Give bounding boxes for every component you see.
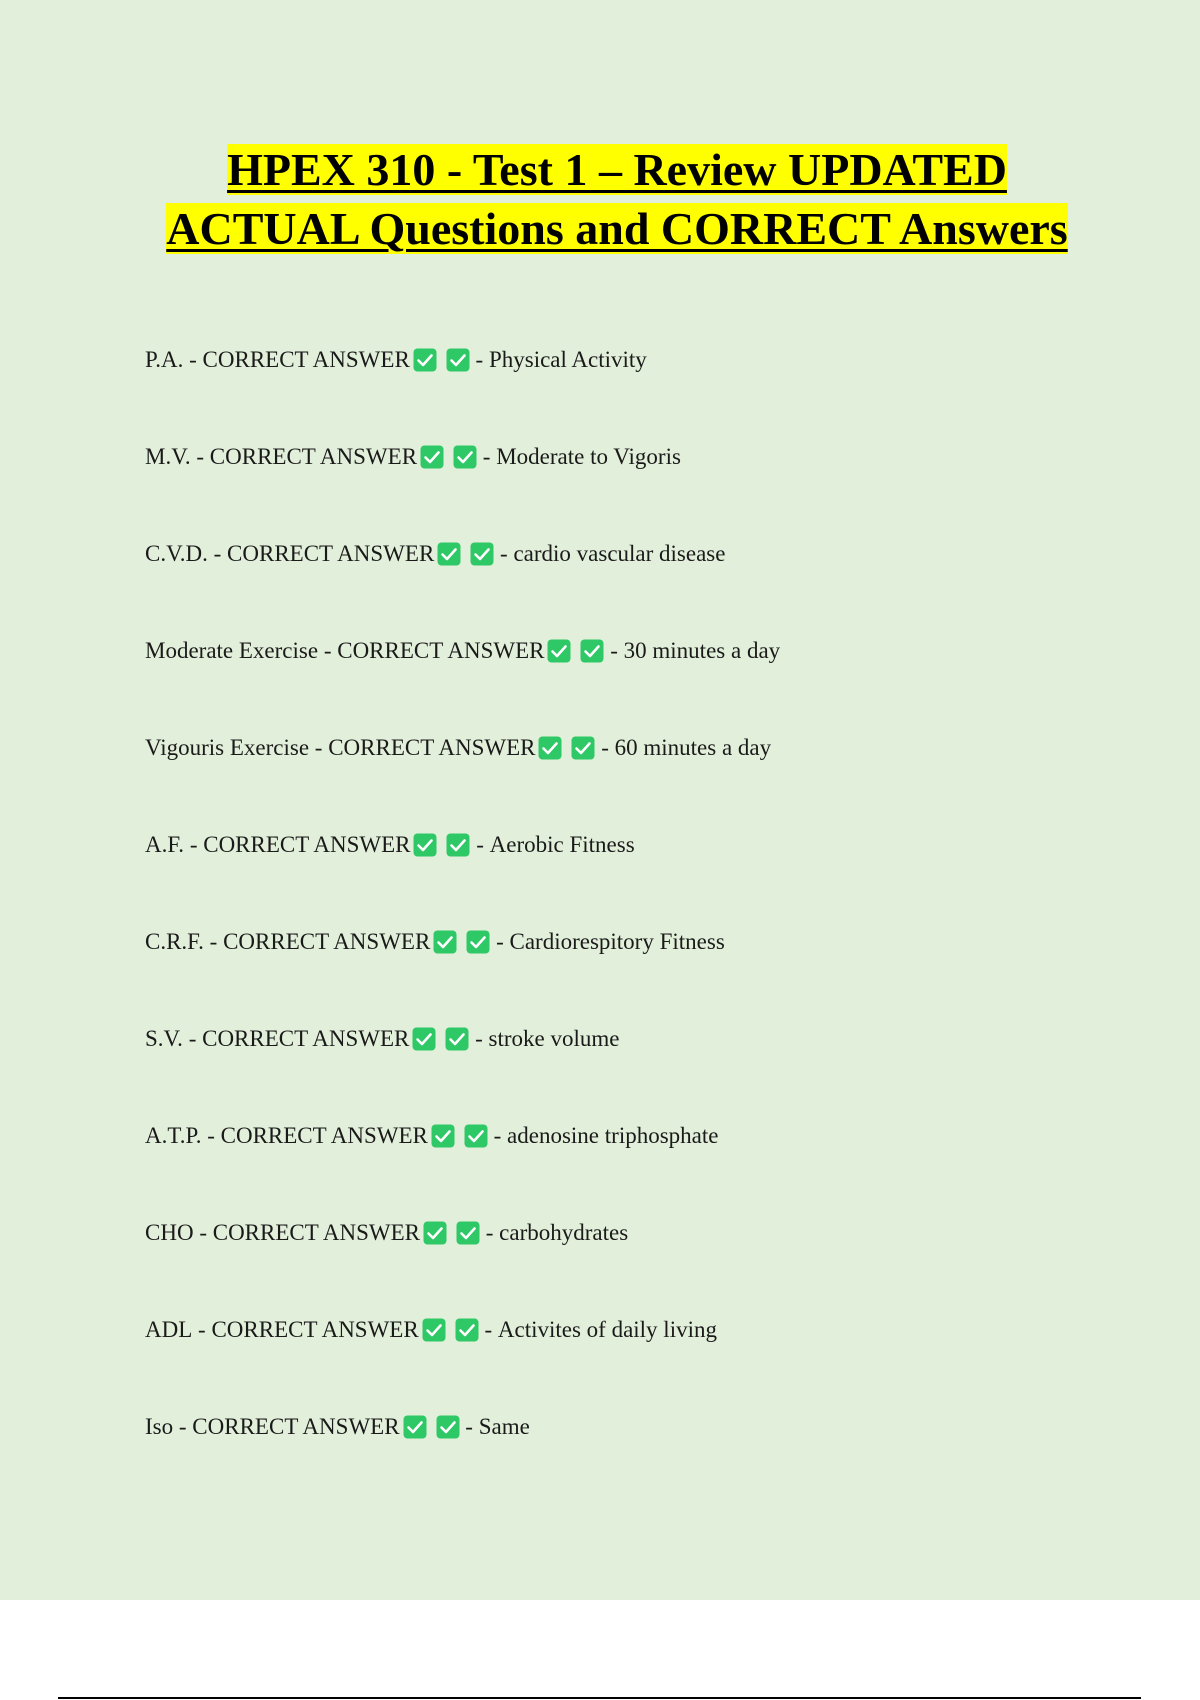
green-checkmark-icon [431,1124,455,1148]
green-checkmark-icon [423,1221,447,1245]
qa-item [145,344,780,441]
qa-term: ADL [145,1317,193,1342]
qa-list [145,344,780,1508]
qa-correct-label: CORRECT ANSWER [211,1317,419,1342]
green-checkmark-icon [464,1124,488,1148]
green-checkmark-icon [456,1221,480,1245]
qa-separator: - [192,1317,212,1342]
qa-correct-label: CORRECT ANSWER [328,735,536,760]
qa-separator: - [207,541,228,566]
qa-answer: Cardiorespitory Fitness [509,929,725,954]
qa-item [145,441,780,538]
qa-answer: Same [478,1414,530,1439]
qa-separator: - [318,638,338,663]
qa-separator: - [183,347,203,372]
qa-item [145,829,780,926]
qa-correct-label: CORRECT ANSWER [209,444,418,469]
qa-correct-label: CORRECT ANSWER [212,1220,420,1245]
qa-separator: - [595,735,615,760]
qa-separator: - [182,1026,203,1051]
green-checkmark-icon [413,833,437,857]
qa-item [145,635,780,732]
green-checkmark-icon [422,1318,446,1342]
qa-separator: - [604,638,624,663]
qa-separator: - [490,929,510,954]
qa-term: S.V. [145,1026,183,1051]
qa-separator: - [477,444,497,469]
qa-correct-label: CORRECT ANSWER [203,832,411,857]
page-title-text: HPEX 310 - Test 1 – Review UPDATED ACTUAL Questions and CORRECT Answers [166,144,1068,254]
green-checkmark-icon [403,1415,427,1439]
qa-answer: cardio vascular disease [513,541,726,566]
page-title [150,140,1084,258]
qa-term: M.V. [145,444,191,469]
qa-separator: - [479,1220,500,1245]
qa-separator: - [470,832,490,857]
qa-answer: Aerobic Fitness [489,832,635,857]
qa-term: A.F. [145,832,185,857]
qa-answer: stroke volume [488,1026,620,1051]
qa-item [145,1314,780,1411]
qa-item [145,732,780,829]
green-checkmark-icon [446,348,470,372]
qa-item [145,1411,780,1508]
qa-separator: - [203,929,224,954]
green-checkmark-icon [455,1318,479,1342]
qa-separator: - [487,1123,508,1148]
green-checkmark-icon [547,639,571,663]
green-checkmark-icon [571,736,595,760]
qa-answer: adenosine triphosphate [507,1123,719,1148]
green-checkmark-icon [580,639,604,663]
qa-correct-label: CORRECT ANSWER [202,1026,410,1051]
green-checkmark-icon [466,930,490,954]
qa-correct-label: CORRECT ANSWER [220,1123,428,1148]
green-checkmark-icon [446,833,470,857]
qa-item [145,538,780,635]
qa-item [145,1120,780,1217]
qa-term: CHO [145,1220,194,1245]
green-checkmark-icon [453,445,477,469]
green-checkmark-icon [538,736,562,760]
green-checkmark-icon [470,542,494,566]
qa-correct-label: CORRECT ANSWER [202,347,410,372]
qa-answer: Physical Activity [488,347,647,372]
green-checkmark-icon [420,445,444,469]
qa-answer: Moderate to Vigoris [496,444,681,469]
qa-separator: - [494,541,514,566]
qa-term: Iso [145,1414,174,1439]
qa-separator: - [469,1026,489,1051]
qa-answer: 30 minutes a day [623,638,781,663]
green-checkmark-icon [445,1027,469,1051]
green-checkmark-icon [412,1027,436,1051]
qa-correct-label: CORRECT ANSWER [223,929,431,954]
qa-answer: Activites of daily living [497,1317,717,1342]
qa-answer: carbohydrates [499,1220,629,1245]
green-checkmark-icon [433,930,457,954]
qa-term: C.R.F. [145,929,204,954]
qa-correct-label: CORRECT ANSWER [227,541,435,566]
qa-item [145,1217,780,1314]
qa-separator: - [459,1414,479,1439]
qa-separator: - [478,1317,498,1342]
qa-answer: 60 minutes a day [614,735,772,760]
qa-term: C.V.D. [145,541,208,566]
qa-term: Moderate Exercise [145,638,319,663]
green-checkmark-icon [437,542,461,566]
qa-separator: - [190,444,210,469]
qa-separator: - [184,832,204,857]
green-checkmark-icon [413,348,437,372]
qa-term: A.T.P. [145,1123,202,1148]
qa-term: Vigouris Exercise [145,735,310,760]
qa-separator: - [201,1123,221,1148]
qa-separator: - [309,735,329,760]
qa-separator: - [173,1414,193,1439]
qa-correct-label: CORRECT ANSWER [192,1414,400,1439]
green-checkmark-icon [436,1415,460,1439]
footer-divider [58,1697,1141,1699]
qa-separator: - [193,1220,213,1245]
qa-correct-label: CORRECT ANSWER [337,638,545,663]
qa-item [145,926,780,1023]
qa-term: P.A. [145,347,184,372]
qa-separator: - [469,347,489,372]
qa-item [145,1023,780,1120]
